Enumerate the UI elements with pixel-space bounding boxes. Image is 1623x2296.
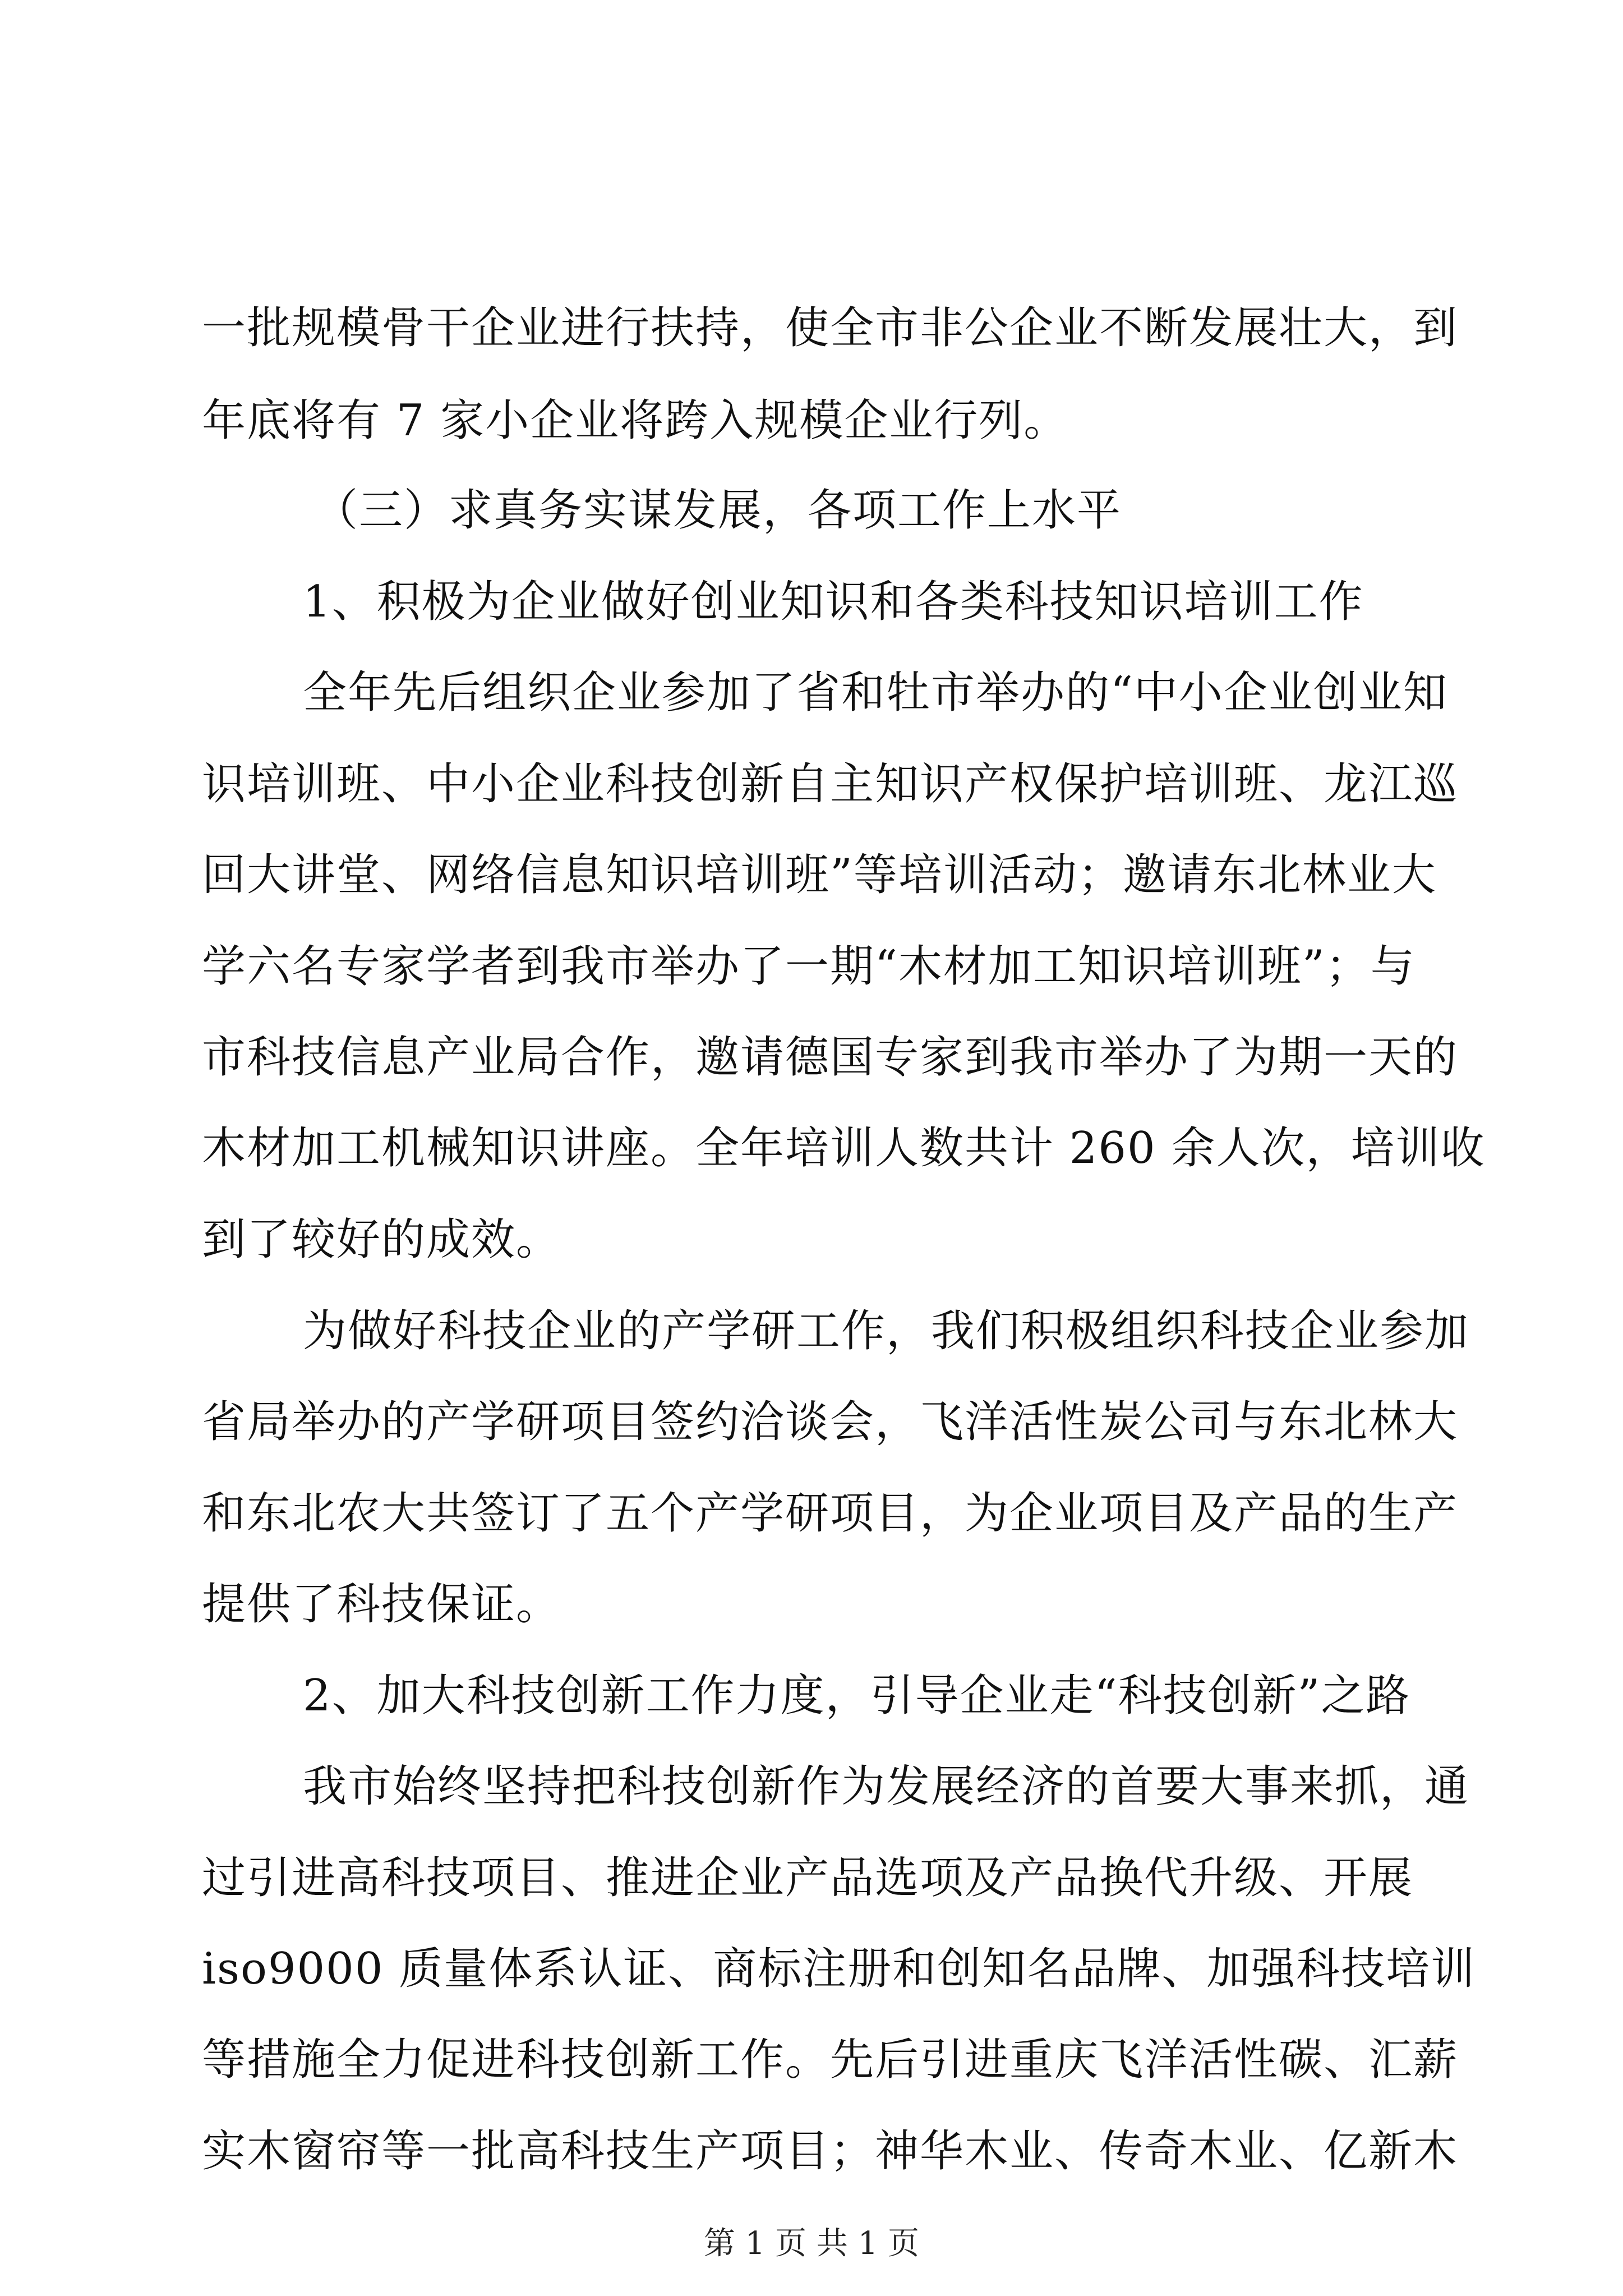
- text-line: iso9000 质量体系认证、商标注册和创知名品牌、加强科技培训: [202, 1944, 1476, 1994]
- subsection-heading: 1、积极为企业做好创业知识和各类科技知识培训工作: [303, 577, 1364, 627]
- paragraph-line: 我市始终坚持把科技创新作为发展经济的首要大事来抓，通: [303, 1761, 1470, 1812]
- section-heading: （三）求真务实谋发展，各项工作上水平: [314, 485, 1122, 536]
- text-line: 提供了科技保证。: [202, 1579, 561, 1630]
- text-line: 等措施全力促进科技创新工作。先后引进重庆飞洋活性碳、汇薪: [202, 2035, 1459, 2085]
- text-line: 识培训班、中小企业科技创新自主知识产权保护培训班、龙江巡: [202, 759, 1459, 809]
- text-line: 实木窗帘等一批高科技生产项目；神华木业、传奇木业、亿新木: [202, 2126, 1459, 2177]
- paragraph-line: 为做好科技企业的产学研工作，我们积极组织科技企业参加: [303, 1306, 1470, 1356]
- paragraph-line: 全年先后组织企业参加了省和牡市举办的“中小企业创业知: [303, 668, 1448, 718]
- page-footer: 第 1 页 共 1 页: [703, 2225, 920, 2262]
- text-line: 一批规模骨干企业进行扶持，使全市非公企业不断发展壮大，到: [202, 303, 1459, 353]
- subsection-heading: 2、加大科技创新工作力度，引导企业走“科技创新”之路: [303, 1671, 1411, 1721]
- text-line: 学六名专家学者到我市举办了一期“木材加工知识培训班”；与: [202, 941, 1415, 992]
- text-line: 木材加工机械知识讲座。全年培训人数共计 260 余人次，培训收: [202, 1123, 1486, 1174]
- text-line: 和东北农大共签订了五个产学研项目，为企业项目及产品的生产: [202, 1488, 1459, 1539]
- text-line: 年底将有 7 家小企业将跨入规模企业行列。: [202, 395, 1069, 446]
- text-line: 省局举办的产学研项目签约洽谈会，飞洋活性炭公司与东北林大: [202, 1397, 1459, 1447]
- text-line: 到了较好的成效。: [202, 1214, 561, 1265]
- text-line: 市科技信息产业局合作，邀请德国专家到我市举办了为期一天的: [202, 1032, 1459, 1083]
- text-line: 回大讲堂、网络信息知识培训班”等培训活动；邀请东北林业大: [202, 850, 1437, 900]
- text-line: 过引进高科技项目、推进企业产品选项及产品换代升级、开展: [202, 1853, 1414, 1903]
